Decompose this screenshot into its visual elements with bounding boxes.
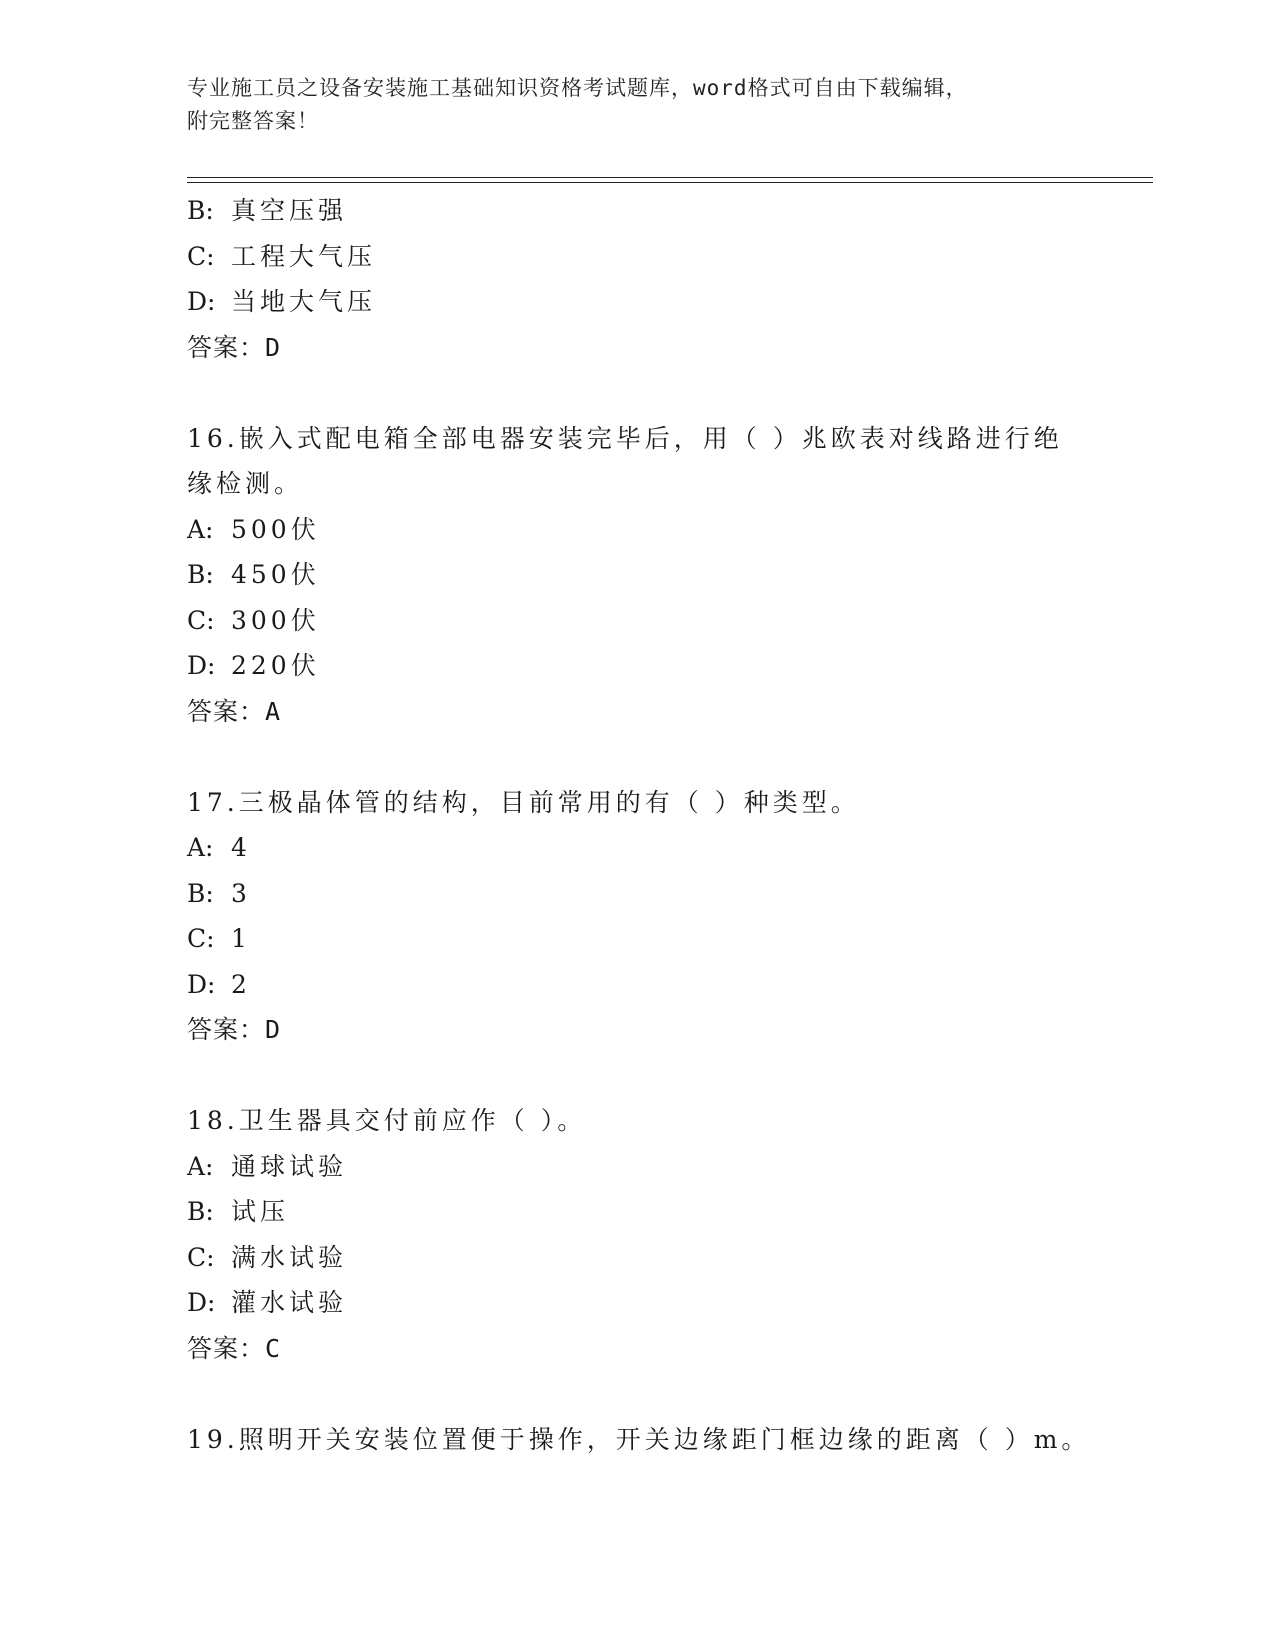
question-18: [187, 1098, 1087, 1371]
option-b: B: 450伏: [187, 560, 320, 589]
question-19: [187, 1417, 1091, 1463]
question-text: 18.卫生器具交付前应作（ ）。: [187, 1106, 587, 1135]
option-d: D: 灌水试验: [187, 1288, 348, 1317]
header-line-1: 专业施工员之设备安装施工基础知识资格考试题库，word格式可自由下载编辑，: [187, 76, 968, 100]
option-b: B: 试压: [187, 1197, 290, 1226]
option-d: D: 当地大气压: [187, 287, 377, 316]
answer-line: 答案：A: [187, 696, 282, 726]
option-b: B: 真空压强: [187, 196, 348, 225]
option-a: A: 4: [187, 833, 251, 862]
option-b: B: 3: [187, 878, 251, 908]
header-line-2: 附完整答案！: [187, 109, 319, 133]
header-divider-bottom: [187, 182, 1153, 183]
option-c: C: 300伏: [187, 605, 320, 635]
option-a: A: 500伏: [187, 514, 320, 544]
document-header: [187, 72, 1067, 138]
option-c: C: 1: [187, 924, 251, 953]
option-c: C: 满水试验: [187, 1242, 348, 1272]
answer-line: 答案：D: [187, 1015, 282, 1044]
answer-line: 答案：C: [187, 1333, 282, 1363]
header-divider-top: [187, 177, 1153, 178]
question-list: [187, 188, 1091, 1462]
answer-line: 答案：D: [187, 332, 282, 362]
question-text-continued: 缘检测。: [187, 469, 304, 498]
option-d: D: 2: [187, 969, 251, 999]
question-17: [187, 780, 1087, 1053]
question-text: 19.照明开关安装位置便于操作，开关边缘距门框边缘的距离（ ）m。: [187, 1424, 1091, 1454]
question-text: 17.三极晶体管的结构，目前常用的有（ ）种类型。: [187, 787, 860, 817]
question-16: [187, 416, 1087, 735]
question-15-continued: [187, 188, 1087, 370]
option-c: C: 工程大气压: [187, 241, 377, 271]
option-d: D: 220伏: [187, 651, 320, 680]
option-a: A: 通球试验: [187, 1151, 348, 1181]
question-text: 16.嵌入式配电箱全部电器安装完毕后，用（ ）兆欧表对线路进行绝: [187, 423, 1063, 453]
